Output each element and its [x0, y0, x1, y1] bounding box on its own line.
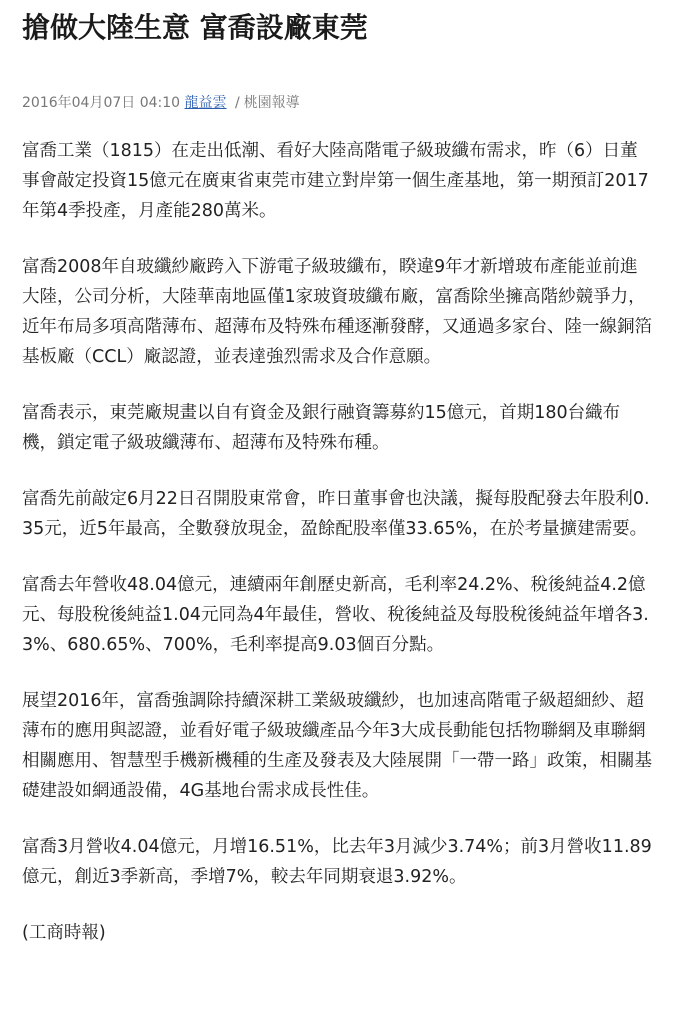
paragraph: 富喬工業（1815）在走出低潮、看好大陸高階電子級玻纖布需求，昨（6）日董事會敲定投資15億元在廣東省東莞市建立對岸第一個生產基地，第一期預訂2017年第4季投產，月產能280萬米。: [22, 141, 649, 221]
meta-separator: /: [234, 95, 240, 111]
article-meta: [22, 92, 300, 112]
paragraph: 富喬去年營收48.04億元，連續兩年創歷史新高，毛利率24.2%、稅後純益4.2億元、每股稅後純益1.04元同為4年最佳，營收、稅後純益及每股稅後純益年增各3.3%、680.65%、700%，毛利率提高9.03個百分點。: [22, 575, 649, 655]
paragraph: 富喬3月營收4.04億元，月增16.51%，比去年3月減少3.74%；前3月營收11.89億元，創近3季新高，季增7%，較去年同期衰退3.92%。: [22, 837, 652, 887]
paragraph: 富喬2008年自玻纖紗廠跨入下游電子級玻纖布，睽違9年才新增玻布產能並前進大陸，公司分析，大陸華南地區僅1家玻資玻纖布廠，富喬除坐擁高階紗競爭力，近年布局多項高階薄布、超薄布及特殊布種逐漸發酵，又通過多家台、陸一線銅箔基板廠（CCL）廠認證，並表達強烈需求及合作意願。: [22, 257, 652, 367]
paragraph: 富喬表示，東莞廠規畫以自有資金及銀行融資籌募約15億元，首期180台織布機，鎖定電子級玻纖薄布、超薄布及特殊布種。: [22, 403, 621, 453]
paragraph: 展望2016年，富喬強調除持續深耕工業級玻纖紗，也加速高階電子級超細紗、超薄布的應用與認證，並看好電子級玻纖產品今年3大成長動能包括物聯網及車聯網相關應用、智慧型手機新機種的生產及發表及大陸展開「一帶一路」政策，相關基礎建設如網通設備，4G基地台需求成長性佳。: [22, 691, 652, 801]
source-credit: (工商時報): [22, 923, 106, 943]
publish-date: 2016年04月07日 04:10: [22, 95, 181, 111]
report-location: 桃園報導: [243, 95, 300, 111]
article-title: 搶做大陸生意 富喬設廠東莞: [22, 11, 368, 44]
author-link[interactable]: 龍益雲: [184, 95, 227, 111]
paragraph: 富喬先前敲定6月22日召開股東常會，昨日董事會也決議，擬每股配發去年股利0.35元，近5年最高，全數發放現金，盈餘配股率僅33.65%，在於考量擴建需要。: [22, 489, 650, 539]
article-body: [22, 136, 654, 948]
